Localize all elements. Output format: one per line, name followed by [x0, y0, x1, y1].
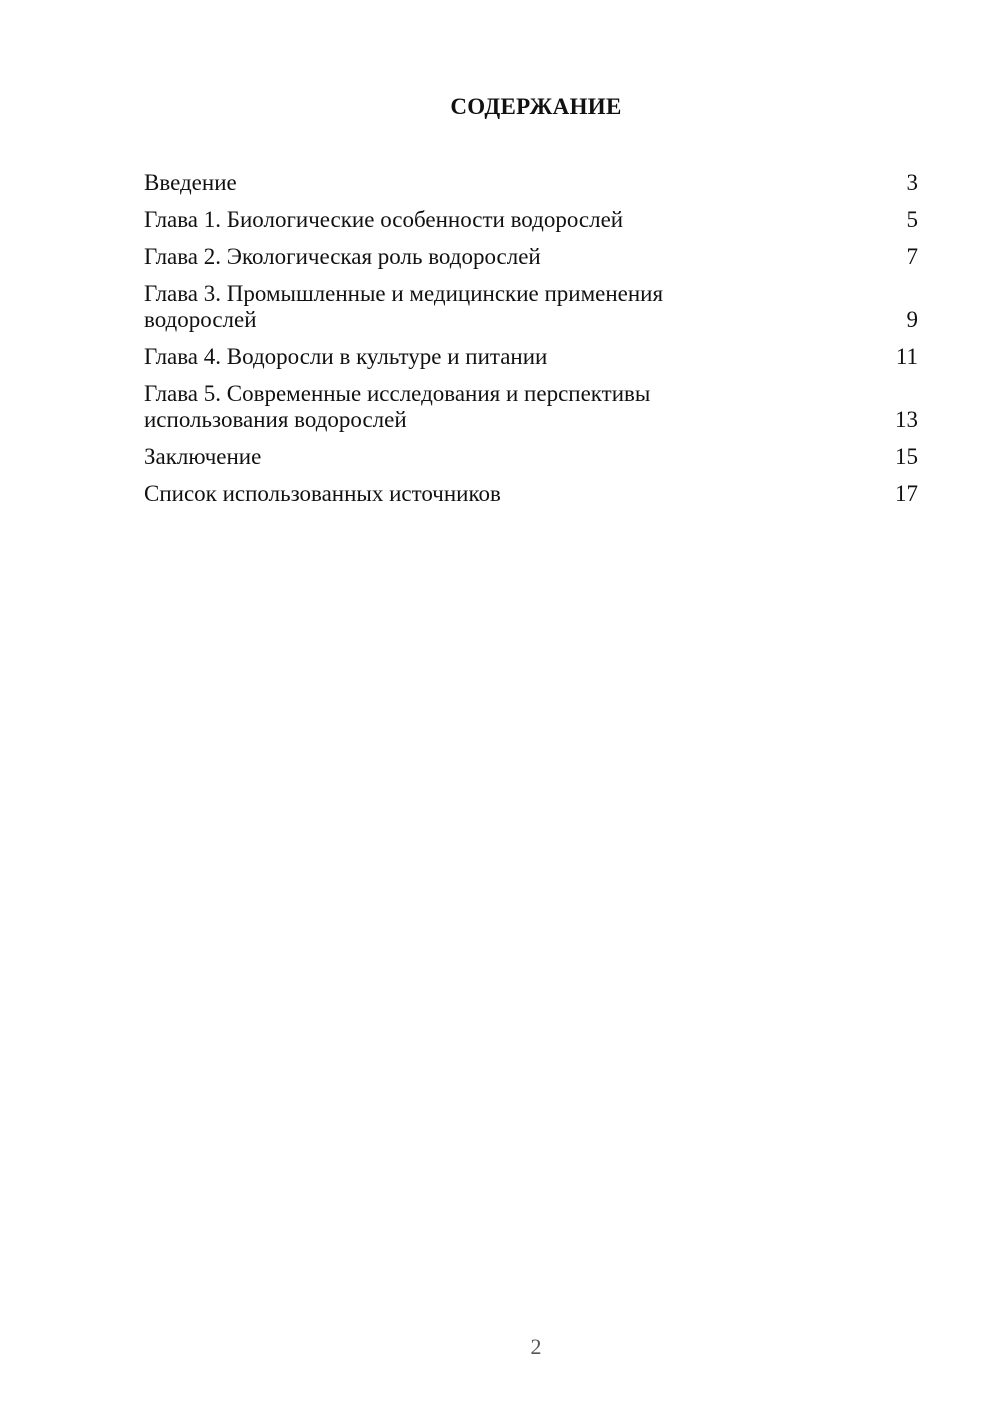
page-number: 2	[530, 1334, 542, 1359]
toc-entry-label: Глава 4. Водоросли в культуре и питании	[144, 344, 548, 369]
table-of-contents	[144, 170, 918, 518]
toc-entry-label: Список использованных источников	[144, 481, 501, 506]
toc-entry-page: 7	[906, 244, 918, 269]
toc-entry-chapter-1	[144, 207, 918, 233]
toc-entry-label: Заключение	[144, 444, 262, 469]
toc-entry-label: Глава 5. Современные исследования и перспективы использования водорослей	[144, 381, 651, 432]
toc-entry-page: 11	[895, 344, 918, 369]
toc-entry-label: Глава 3. Промышленные и медицинские применения водорослей	[144, 281, 664, 332]
toc-entry-chapter-4	[144, 344, 918, 370]
toc-entry-introduction	[144, 170, 918, 196]
toc-entry-page: 9	[906, 307, 918, 332]
toc-entry-page: 13	[895, 407, 918, 432]
toc-entry-chapter-3	[144, 281, 918, 333]
toc-entry-page: 3	[906, 170, 918, 195]
toc-entry-chapter-2	[144, 244, 918, 270]
toc-entry-label: Глава 2. Экологическая роль водорослей	[144, 244, 541, 269]
toc-entry-label: Введение	[144, 170, 237, 195]
toc-entry-label: Глава 1. Биологические особенности водорослей	[144, 207, 624, 232]
toc-entry-page: 15	[895, 444, 918, 469]
toc-entry-references	[144, 481, 918, 507]
toc-entry-conclusion	[144, 444, 918, 470]
toc-entry-chapter-5	[144, 381, 918, 433]
toc-entry-page: 17	[895, 481, 918, 506]
toc-entry-page: 5	[906, 207, 918, 232]
toc-title: СОДЕРЖАНИЕ	[450, 94, 622, 119]
